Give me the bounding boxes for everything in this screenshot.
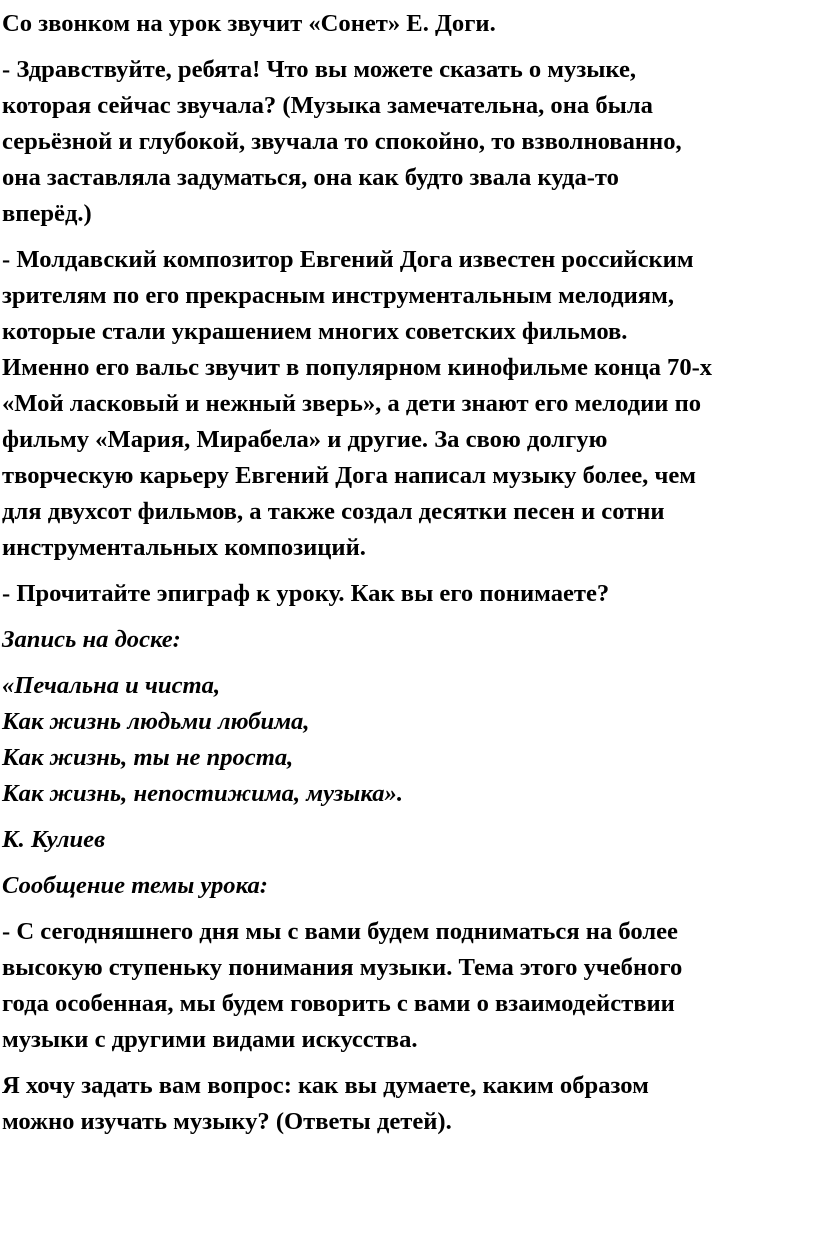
poem-line: Как жизнь, ты не проста,	[2, 744, 294, 771]
poem-line: «Печальна и чиста,	[2, 672, 221, 699]
composer-paragraph	[2, 242, 808, 566]
greeting-paragraph	[2, 52, 808, 232]
text-line: инструментальных композиций.	[2, 534, 366, 561]
text-line: - Здравствуйте, ребята! Что вы можете сказать о музыке,	[2, 56, 637, 83]
text-line: которая сейчас звучала? (Музыка замечательна, она была	[2, 92, 653, 119]
text-line: - Молдавский композитор Евгений Дога известен российским	[2, 246, 694, 273]
text-line: года особенная, мы будем говорить с вами о взаимодействии	[2, 990, 675, 1017]
text-line: Я хочу задать вам вопрос: как вы думаете, каким образом	[2, 1072, 649, 1099]
epigraph-prompt: - Прочитайте эпиграф к уроку. Как вы его понимаете?	[2, 580, 610, 607]
text-line: зрителям по его прекрасным инструментальным мелодиям,	[2, 282, 675, 309]
intro-line: Со звонком на урок звучит «Сонет» Е. Доги.	[2, 10, 496, 37]
poem-author: К. Кулиев	[2, 826, 106, 853]
text-line: высокую ступеньку понимания музыки. Тема этого учебного	[2, 954, 683, 981]
text-line: она заставляла задуматься, она как будто звала куда-то	[2, 164, 619, 191]
lesson-document	[2, 6, 808, 1140]
topic-label: Сообщение темы урока:	[2, 872, 268, 899]
epigraph-poem	[2, 668, 808, 812]
question-paragraph	[2, 1068, 808, 1140]
poem-line: Как жизнь людьми любима,	[2, 708, 310, 735]
text-line: вперёд.)	[2, 200, 92, 227]
text-line: фильму «Мария, Мирабела» и другие. За свою долгую	[2, 426, 608, 453]
text-line: творческую карьеру Евгений Дога написал музыку более, чем	[2, 462, 697, 489]
text-line: музыки с другими видами искусства.	[2, 1026, 418, 1053]
text-line: - С сегодняшнего дня мы с вами будем подниматься на более	[2, 918, 678, 945]
text-line: которые стали украшением многих советских фильмов.	[2, 318, 628, 345]
text-line: серьёзной и глубокой, звучала то спокойно, то взволнованно,	[2, 128, 682, 155]
text-line: можно изучать музыку? (Ответы детей).	[2, 1108, 452, 1135]
board-label: Запись на доске:	[2, 626, 181, 653]
text-line: Именно его вальс звучит в популярном кинофильме конца 70-х	[2, 354, 713, 381]
poem-line: Как жизнь, непостижима, музыка».	[2, 780, 403, 807]
topic-paragraph	[2, 914, 808, 1058]
text-line: «Мой ласковый и нежный зверь», а дети знают его мелодии по	[2, 390, 702, 417]
text-line: для двухсот фильмов, а также создал десятки песен и сотни	[2, 498, 665, 525]
